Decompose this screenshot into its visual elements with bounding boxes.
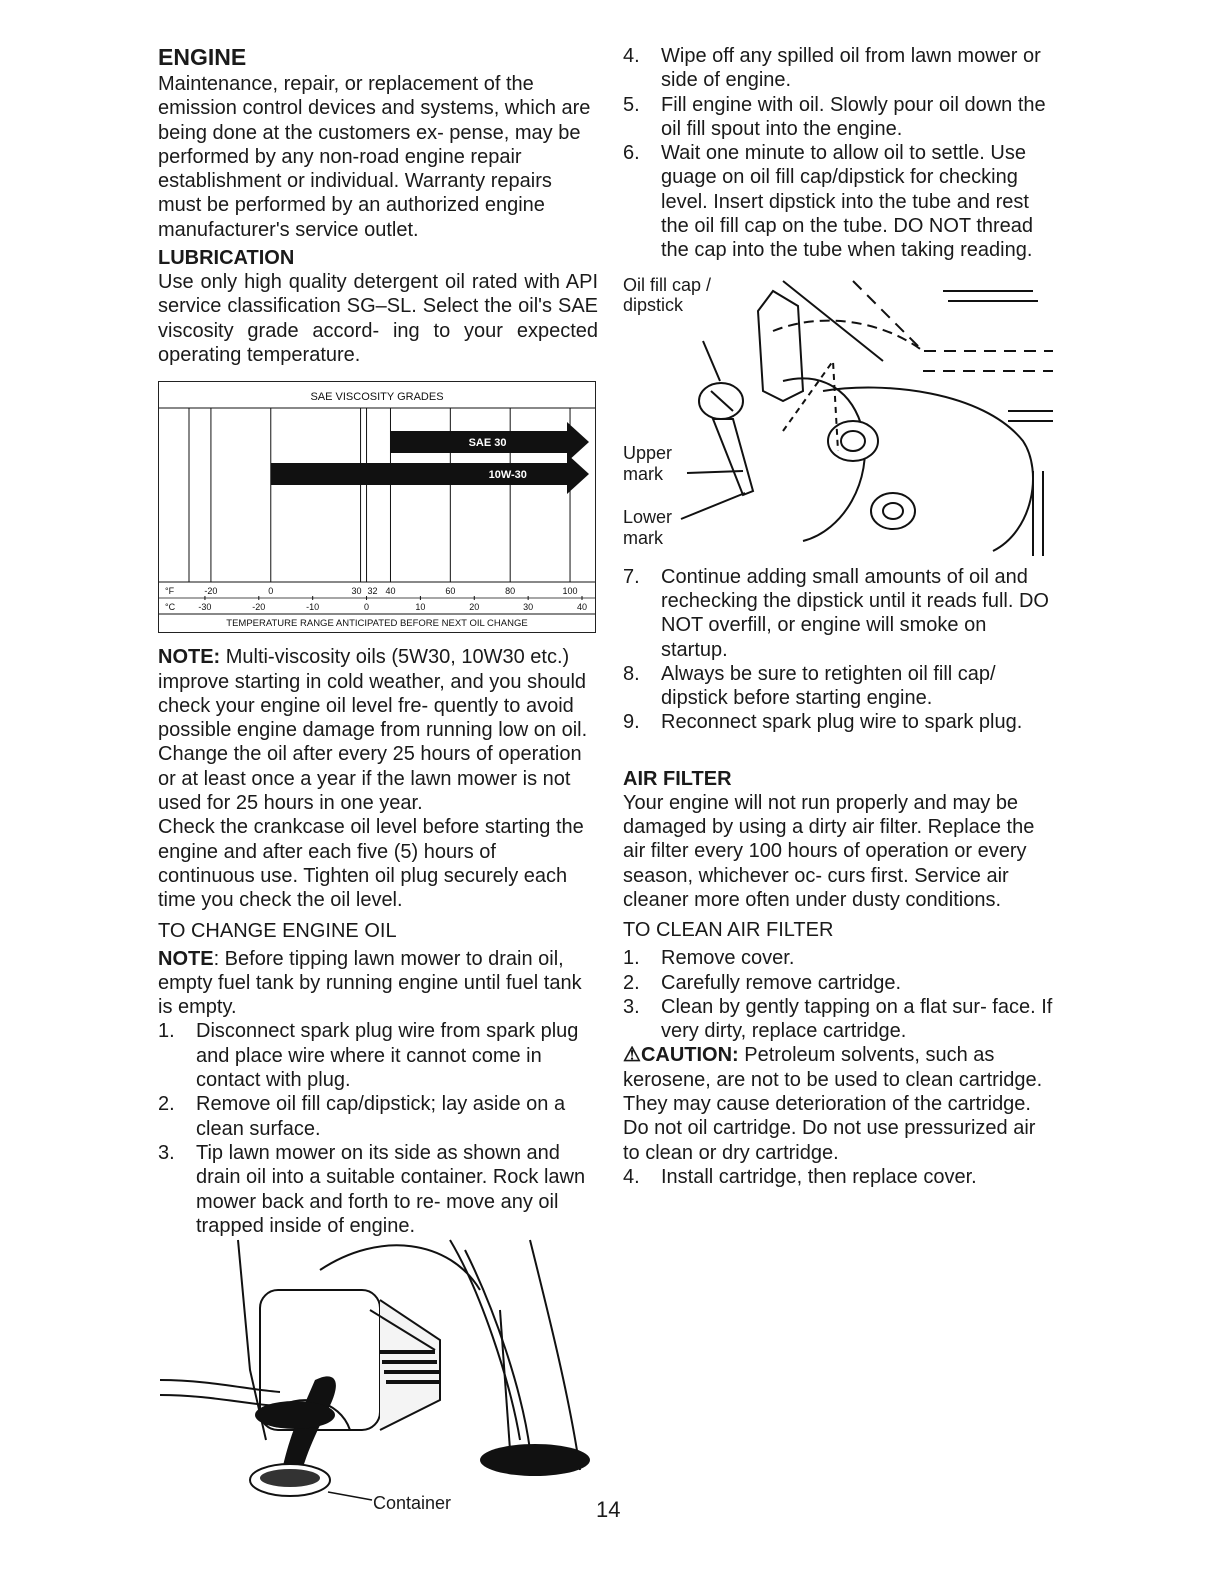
- list-item: [623, 141, 1053, 262]
- step-number: 9.: [623, 711, 640, 734]
- list-item: [623, 565, 1053, 662]
- tick-label-f: 32: [367, 586, 378, 597]
- axis-unit-f: °F: [165, 586, 175, 597]
- axis-unit-c: °C: [165, 602, 176, 613]
- lubrication-heading: LUBRICATION: [158, 247, 295, 270]
- step-text: Wait one minute to allow oil to settle. Use guage on oil fill cap/dipstick for checking level. Insert dipstick into the tube and rest the oil fill cap on the tube. DO NOT thread the cap into the tube when taking reading.: [661, 142, 1034, 262]
- step-text: Clean by gently tapping on a flat sur- face. If very dirty, replace cartridge.: [661, 995, 1053, 1043]
- caution-text: Petroleum solvents, such as kerosene, are not to be used to clean cartridge. They may cause deterioration of the cartridge. Do not oil cartridge. Do not use pressurized air to clean or dry cartridge.: [623, 1044, 1043, 1164]
- tick-label-c: 20: [469, 602, 480, 613]
- left-column: [158, 44, 598, 1238]
- lubrication-paragraph: Use only high quality detergent oil rated with API service classification SG–SL. Select the oil's SAE viscosity grade accord- ing to your expected operating temperature.: [158, 271, 598, 366]
- tick-label-c: -20: [252, 602, 266, 613]
- list-item: [623, 662, 1053, 711]
- step-number: 4.: [623, 45, 640, 67]
- engine-paragraph: Maintenance, repair, or replacement of the emission control devices and systems, which are being done at the customers ex- pense, may be performed by any non-road engine repair establishment or individual. Warranty repairs must be performed by an authorized engine manufacturer's service outlet.: [158, 73, 591, 241]
- list-item: [623, 971, 1053, 995]
- label-line: dipstick: [623, 294, 684, 315]
- step-text: Continue adding small amounts of oil and rechecking the dipstick until it reads full. DO NOT overfill, or engine will smoke on startup.: [661, 565, 1049, 661]
- step-text: Tip lawn mower on its side as shown and drain oil into a suitable container. Rock lawn mower back and forth to re- move any oil trapped inside of engine.: [196, 1141, 586, 1237]
- step-number: 1.: [158, 1020, 175, 1043]
- bar-label: SAE 30: [468, 437, 507, 450]
- step-number: 3.: [623, 995, 640, 1018]
- chart-title: SAE VISCOSITY GRADES: [310, 391, 444, 404]
- tick-label-f: 80: [505, 586, 516, 597]
- engine-heading: ENGINE: [158, 44, 247, 70]
- caution-label: CAUTION:: [640, 1044, 739, 1067]
- tick-label-c: 30: [523, 602, 534, 613]
- label-line: Oil fill cap /: [623, 274, 712, 295]
- step-text: Carefully remove cartridge.: [661, 971, 902, 994]
- tick-label-c: 0: [364, 602, 370, 613]
- change-oil-steps: [158, 1019, 598, 1238]
- tick-label-f: 100: [562, 586, 578, 597]
- step-number: 1.: [623, 947, 640, 970]
- step-text: Always be sure to retighten oil fill cap/ dipstick before starting engine.: [661, 662, 996, 710]
- warning-icon: ⚠: [623, 1044, 641, 1067]
- tick-label-c: 10: [415, 602, 426, 613]
- bar-arrowhead: [567, 422, 589, 462]
- tick-label-c: -10: [306, 602, 320, 613]
- label-line: mark: [623, 527, 663, 548]
- step-text: Install cartridge, then replace cover.: [661, 1165, 977, 1188]
- tick-label-c: 40: [576, 602, 588, 613]
- step-text: Remove oil fill cap/dipstick; lay aside on a clean surface.: [196, 1093, 566, 1140]
- list-item: [623, 710, 1053, 734]
- check-oil-paragraph: Check the crankcase oil level before starting the engine and after each five (5) hours of continuous use. Tighten oil plug securely each time you check the oil level.: [158, 816, 584, 912]
- change-oil-paragraph: Change the oil after every 25 hours of operation or at least once a year if the lawn mower is not used for 25 hours in one year.: [158, 743, 582, 815]
- page-number: 14: [596, 1497, 621, 1522]
- chart-xlabel: TEMPERATURE RANGE ANTICIPATED BEFORE NEXT OIL CHANGE: [226, 618, 528, 630]
- note-tipping: [158, 947, 598, 1020]
- upper-mark-label: [623, 443, 672, 485]
- air-filter-heading: AIR FILTER: [623, 767, 732, 790]
- note-text: Multi-viscosity oils (5W30, 10W30 etc.) improve starting in cold weather, and you should check your engine oil level fre- quently to avoid possible engine damage from running low on oil.: [158, 646, 588, 742]
- tick-label-c: -30: [198, 602, 212, 613]
- change-oil-heading: TO CHANGE ENGINE OIL: [158, 919, 397, 942]
- step-number: 7.: [623, 565, 640, 588]
- step-text: Fill engine with oil. Slowly pour oil down the oil fill spout into the engine.: [661, 93, 1046, 140]
- tick-label-f: 40: [385, 586, 396, 597]
- step-number: 2.: [158, 1093, 175, 1116]
- final-step: [623, 1165, 1053, 1189]
- label-line: Upper: [623, 442, 673, 463]
- note-multiviscosity: [158, 645, 598, 742]
- bar-label: 10W-30: [488, 469, 527, 482]
- oil-fill-cap-label: [623, 275, 711, 315]
- viscosity-chart: [158, 381, 596, 633]
- step-number: 6.: [623, 142, 640, 165]
- step-number: 5.: [623, 93, 640, 116]
- label-line: Lower: [623, 506, 673, 527]
- tick-label-f: -20: [204, 586, 218, 597]
- list-item: [623, 1165, 1053, 1189]
- bar-arrowhead: [567, 454, 589, 494]
- note-text: : Before tipping lawn mower to drain oil, empty fuel tank by running engine until fuel tank is empty.: [158, 947, 582, 1019]
- clean-air-filter-heading: TO CLEAN AIR FILTER: [623, 919, 834, 942]
- list-item: [623, 93, 1053, 142]
- list-item: [623, 995, 1053, 1044]
- step-number: 2.: [623, 971, 640, 994]
- dipstick-steps: [623, 565, 1053, 735]
- fill-oil-steps: [623, 44, 1053, 263]
- lower-mark-label: [623, 507, 672, 549]
- step-number: 3.: [158, 1141, 175, 1164]
- list-item: [158, 1141, 598, 1238]
- step-number: 4.: [623, 1165, 640, 1188]
- right-column: [623, 44, 1053, 1189]
- list-item: [623, 44, 1053, 93]
- list-item: [158, 1019, 598, 1092]
- drain-oil-illustration: [150, 1230, 590, 1530]
- step-text: Reconnect spark plug wire to spark plug.: [661, 711, 1023, 734]
- tick-label-f: 60: [445, 586, 456, 597]
- label-line: mark: [623, 463, 663, 484]
- viscosity-chart-svg: [159, 382, 595, 632]
- step-text: Remove cover.: [661, 947, 795, 970]
- caution-paragraph: [623, 1043, 1053, 1164]
- step-number: 8.: [623, 662, 640, 685]
- note-label: NOTE:: [158, 646, 221, 669]
- note-label: NOTE: [158, 947, 214, 970]
- air-filter-paragraph: Your engine will not run properly and may be damaged by using a dirty air filter. Replace the air filter every 100 hours of operation or every season, whichever oc- curs first. Service air cleaner more often under dusty conditions.: [623, 791, 1035, 911]
- list-item: [623, 946, 1053, 970]
- dipstick-figure: [623, 271, 1053, 559]
- step-text: Disconnect spark plug wire from spark plug and place wire where it cannot come in contact with plug.: [196, 1020, 579, 1092]
- tick-label-f: 0: [268, 586, 274, 597]
- step-text: Wipe off any spilled oil from lawn mower or side of engine.: [661, 45, 1041, 92]
- clean-filter-steps: [623, 946, 1053, 1043]
- list-item: [158, 1092, 598, 1141]
- container-label: Container: [373, 1493, 452, 1513]
- tick-label-f: 30: [351, 586, 362, 597]
